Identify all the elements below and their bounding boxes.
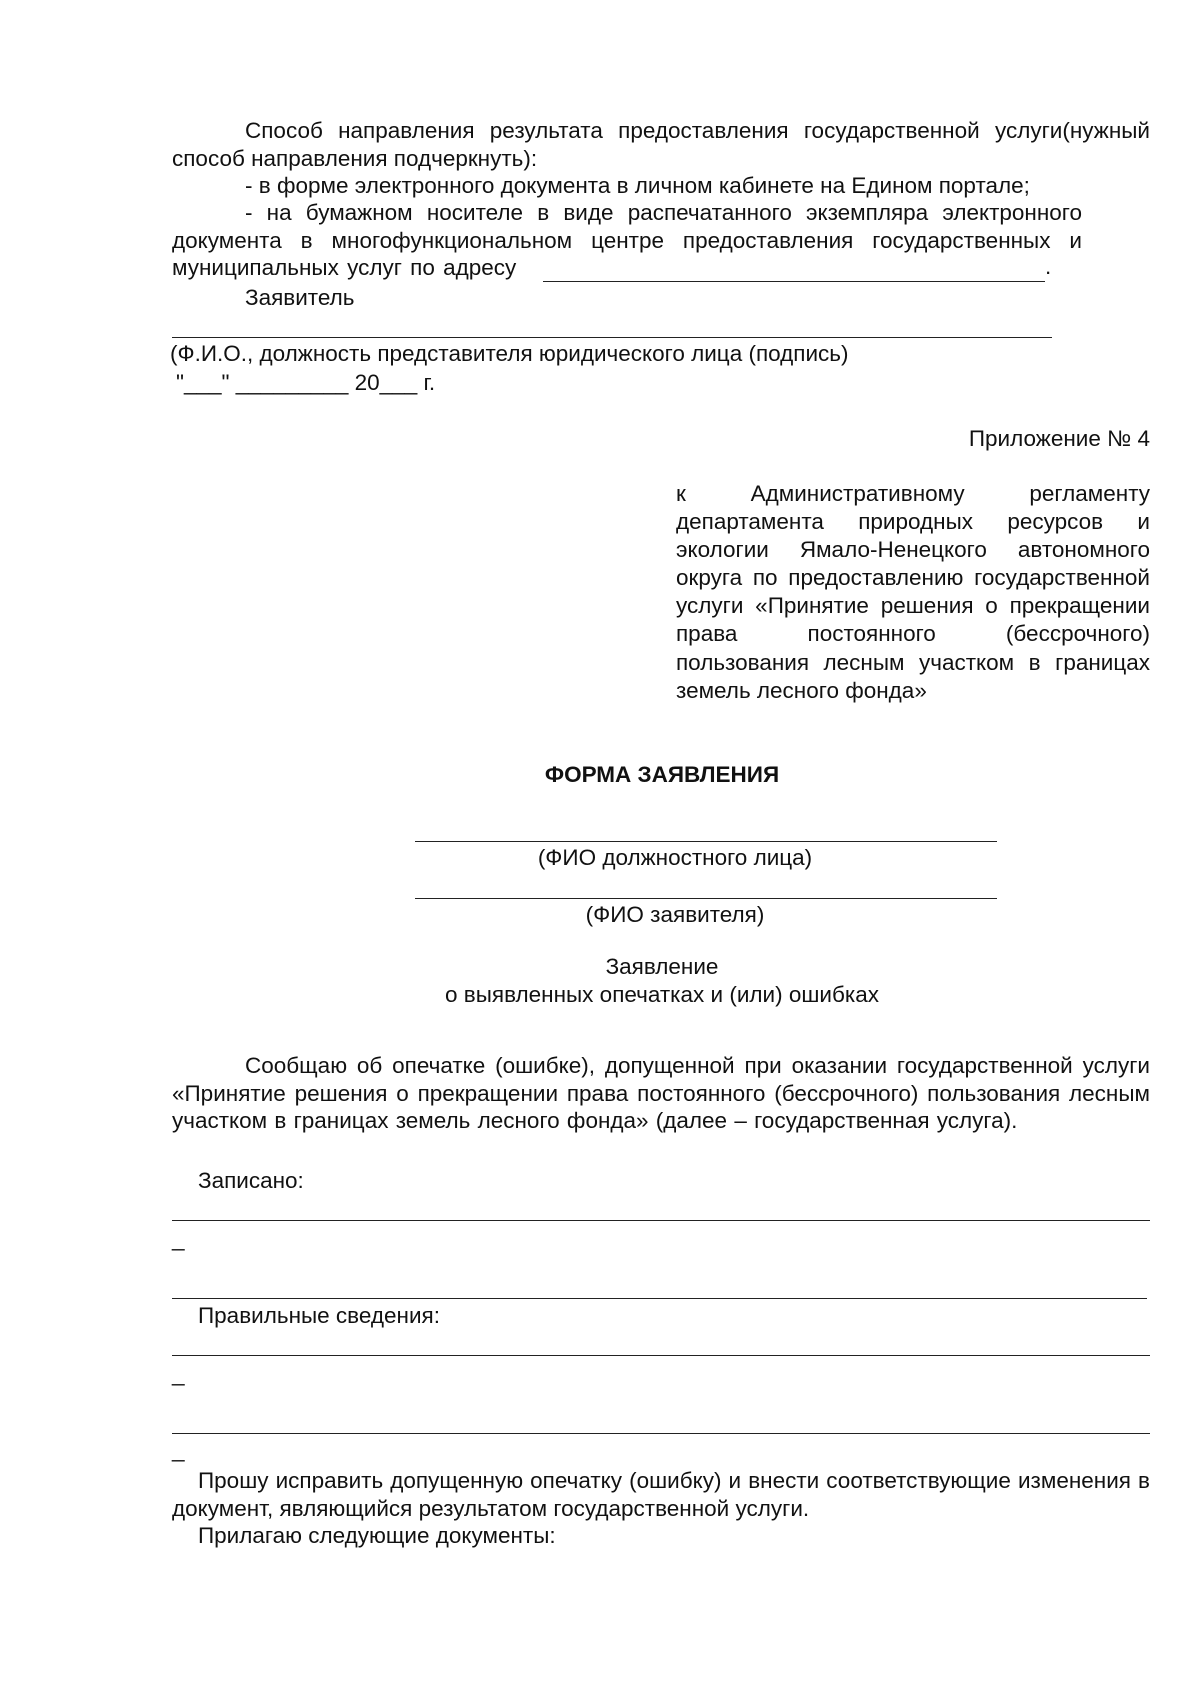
- recorded-label: Записано:: [198, 1168, 304, 1193]
- form-title: ФОРМА ЗАЯВЛЕНИЯ: [544, 762, 780, 787]
- correct-line-2: [172, 1433, 1150, 1434]
- official-name-line: [415, 841, 997, 842]
- applicant-name-caption: (ФИО заявителя): [585, 902, 765, 927]
- delivery-option-paper: [172, 199, 1082, 282]
- delivery-option-paper-text: - на бумажном носителе в виде распечатанного экземпляра электронного документа в многофункциональном центре предоставления государственных и муниципальных услуг по адресу: [172, 200, 1082, 280]
- applicant-date-line: "___" _________ 20___ г.: [176, 370, 436, 395]
- recorded-line-1: [172, 1220, 1150, 1221]
- delivery-option-electronic: - в форме электронного документа в личном кабинете на Едином портале;: [245, 173, 1030, 198]
- correct-dash-2: _: [172, 1437, 185, 1462]
- recorded-dash-1: _: [172, 1226, 185, 1251]
- delivery-intro: Способ направления результата предоставления государственной услуги(нужный способ направления подчеркнуть):: [172, 118, 1150, 171]
- correct-line-1: [172, 1355, 1150, 1356]
- applicant-caption: (Ф.И.О., должность представителя юридического лица (подпись): [170, 341, 849, 366]
- statement-heading: Заявление: [605, 954, 719, 979]
- applicant-signature-line: [172, 337, 1052, 338]
- correct-label: Правильные сведения:: [198, 1303, 440, 1328]
- request-paragraph: Прошу исправить допущенную опечатку (ошибку) и внести соответствующие изменения в документ, являющийся результатом государственной услуги.: [172, 1468, 1150, 1521]
- recorded-line-2: [172, 1298, 1147, 1299]
- appendix-reference: к Административному регламенту департамента природных ресурсов и экологии Ямало-Ненецкого автономного округа по предоставлению государственной услуги «Принятие решения о прекращении права постоянного (бессрочного) пользования лесным участком в границах земель лесного фонда»: [676, 481, 1150, 703]
- applicant-name-line: [415, 898, 997, 899]
- attachments-label: Прилагаю следующие документы:: [198, 1523, 556, 1548]
- address-underline: [543, 281, 1045, 282]
- official-name-caption: (ФИО должностного лица): [537, 845, 813, 870]
- appendix-number: Приложение № 4: [968, 426, 1150, 451]
- report-paragraph: Сообщаю об опечатке (ошибке), допущенной при оказании государственной услуги «Принятие решения о прекращении права постоянного (бессрочного) пользования лесным участком в границах земель лесного фонда» (далее – государственная услуга).: [172, 1053, 1150, 1133]
- applicant-label: Заявитель: [245, 285, 355, 310]
- statement-subheading: о выявленных опечатках и (или) ошибках: [445, 982, 879, 1007]
- correct-dash-1: _: [172, 1361, 185, 1386]
- address-period: .: [1045, 254, 1052, 279]
